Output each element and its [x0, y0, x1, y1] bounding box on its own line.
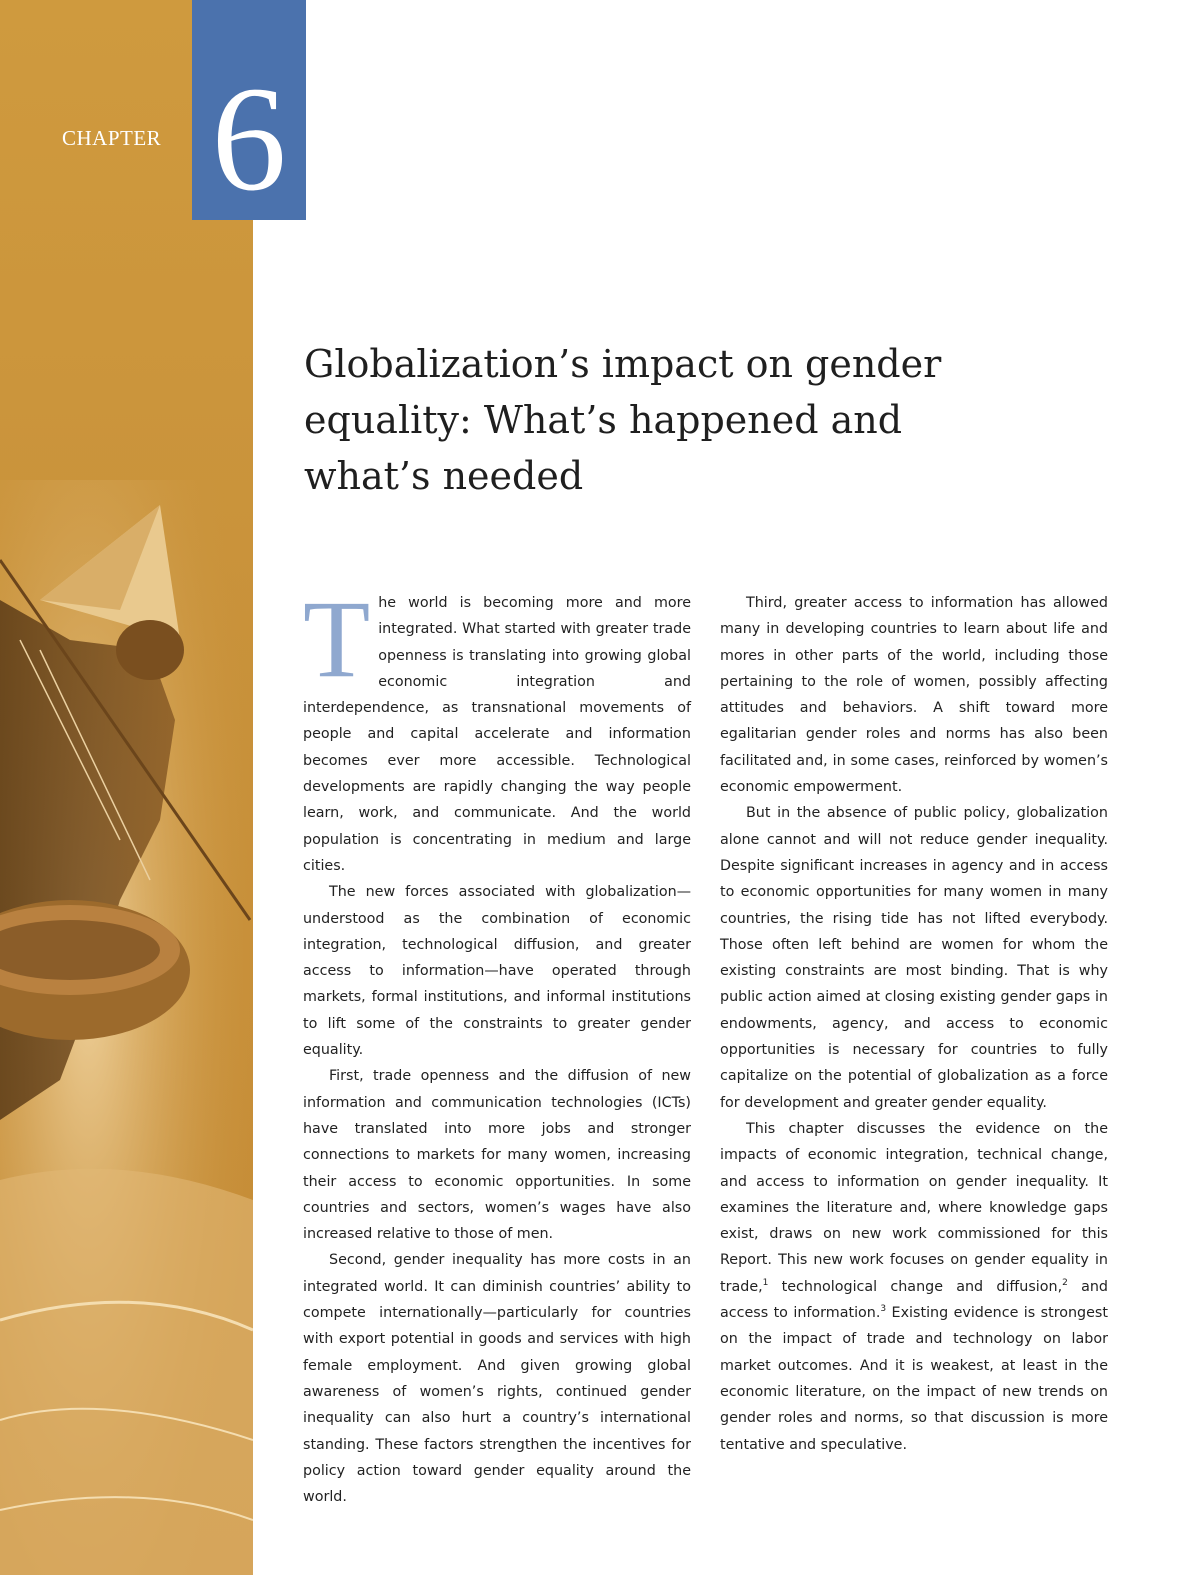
body-column-left — [303, 578, 691, 1510]
chapter-sidebar — [0, 0, 253, 1575]
body-paragraph: Second, gender inequality has more costs in an integrated world. It can diminish countries’ ability to compete internationally—particularly for countries with export potential in goods and services with high female employment. And given growing global awareness of women’s rights, continued gender inequality can also hurt a country’s international standing. These factors strengthen the incentives for policy action toward gender equality around the world. — [303, 1252, 691, 1506]
paragraph-text: This chapter discusses the evidence on the impacts of economic integration, technical change, and access to information on gender inequality. It examines the literature and, where knowledge gaps exist, draws on new work commissioned for this Report. This new work focuses on gender equality in trade, — [720, 1120, 1108, 1295]
paragraph-text: technological change and diffusion, — [768, 1278, 1063, 1295]
body-paragraph — [303, 578, 691, 879]
chapter-label: CHAPTER — [62, 126, 162, 150]
footnote-ref-1[interactable]: 1 — [762, 1277, 769, 1288]
chapter-number: 6 — [211, 56, 287, 222]
body-paragraph: But in the absence of public policy, globalization alone cannot and will not reduce gender inequality. Despite significant increases in agency and in access to economic opportunities for many women in many countries, the rising tide has not lifted everybody. Those often left behind are women for whom the existing constraints are most binding. That is why public action aimed at closing existing gender gaps in endowments, agency, and access to economic opportunities is necessary for countries to fully capitalize on the potential of globalization as a force for development and greater gender equality. — [720, 805, 1108, 1111]
paragraph-text: and access to information. — [720, 1278, 1108, 1322]
body-paragraph: First, trade openness and the diffusion of new information and communication technologies (ICTs) have translated into more jobs and stronger connections to markets for many women, increasing their access to economic opportunities. In some countries and sectors, women’s wages have also increased relative to those of men. — [303, 1068, 691, 1243]
footnote-ref-2[interactable]: 2 — [1062, 1277, 1068, 1288]
body-paragraph: The new forces associated with globalization—understood as the combination of economic integration, technological diffusion, and greater access to information—have operated through markets, formal institutions, and informal institutions to lift some of the constraints to greater gender equality. — [303, 884, 691, 1059]
body-paragraph — [720, 1116, 1108, 1458]
sepia-photo-woman-with-baskets — [0, 0, 253, 1575]
body-paragraph: Third, greater access to information has allowed many in developing countries to learn about life and mores in other parts of the world, including those pertaining to the role of women, possibly affecting attitudes and behaviors. A shift toward more egalitarian gender roles and norms has also been facilitated and, in some cases, reinforced by women’s economic empowerment. — [720, 595, 1108, 796]
footnote-ref-3[interactable]: 3 — [880, 1304, 887, 1315]
page-title: Globalization’s impact on gender equality: What’s happened and what’s needed — [304, 342, 942, 498]
paragraph-text: he world is becoming more and more integrated. What started with greater trade openness is translating into growing global economic integration and interdependence, as transnational movements of people and capital accelerate and information becomes ever more accessible. Technological developments are rapidly changing the way people learn, work, and communicate. And the world population is concentrating in medium and large cities. — [303, 595, 691, 874]
body-column-right — [720, 590, 1108, 1458]
paragraph-text: Existing evidence is strongest on the impact of trade and technology on labor market outcomes. And it is weakest, at least in the economic literature, on the impact of new trends on gender roles and norms, so that discussion is more tentative and speculative. — [720, 1305, 1108, 1453]
chapter-number-box — [192, 0, 306, 220]
drop-cap: T — [303, 578, 371, 700]
